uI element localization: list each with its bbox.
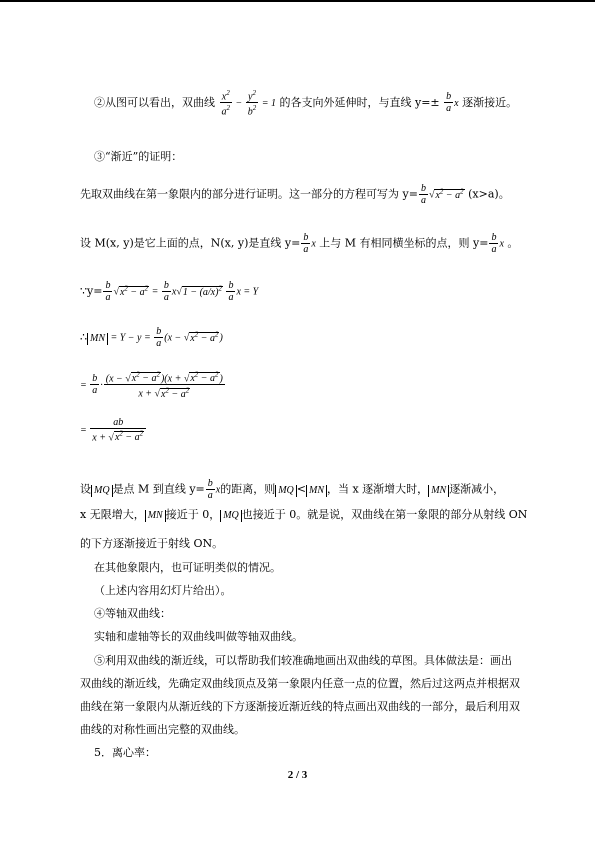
text: (x <box>468 187 479 201</box>
page-number: 2 / 3 <box>287 769 308 781</box>
paragraph-line: 曲线在第一象限内从渐近线的下方逐渐接近渐近线的特点画出双曲线的一部分，最后利用双 <box>80 700 520 713</box>
formula-y2-b2: $\frac{y^2}{b^2}$ <box>247 89 257 118</box>
therefore-symbol: ∴ <box>80 330 87 344</box>
paragraph-line: 的下方逐渐接近于射线 ON。 <box>80 537 224 550</box>
formula-equals-one: = 1 <box>259 97 276 109</box>
line-approach-zero: x 无限增大， MN 接近于 0， MQ 也接近于 0。就是说，双曲线在第一象限的部分从射线 ON <box>80 508 528 521</box>
text: 是点 M 到直线 y= <box>112 482 205 496</box>
text: 上与 M 有相同横坐标的点，则 y= <box>319 236 489 250</box>
line-distance-mq: 设 MQ 是点 M 到直线 y= $\frac{b}{a}$ x的距离，则 MQ < MN ，当 x 逐渐增大时， MN 逐渐减小， <box>80 478 505 501</box>
line-formula-result: = $\frac{ab}{x + √x^2 - a^2}$ <box>80 417 147 443</box>
line-asymptote-observation <box>94 88 517 118</box>
formula-b-over-a: $\frac{b}{a}$ <box>303 232 309 255</box>
text: 设 <box>80 482 91 496</box>
paragraph-line: （上述内容用幻灯片给出）。 <box>94 584 232 597</box>
text: 逐渐减小， <box>449 482 505 496</box>
formula-x2-a2: $\frac{x^2}{a^2}$ <box>221 89 230 118</box>
line-formula-step: = $\frac{b}{a}$ · $\frac{(x - √x^2 - a^2)(x + √x^2 - a^2)}{x + √x^2 - a^2}$ <box>80 371 223 400</box>
heading-equilateral-hyperbola: ④等轴双曲线： <box>94 607 171 620</box>
line-therefore-formula: ∴ MN = Y − y = $\frac{b}{a}$ $(x - √x^2 - a^2)$ <box>80 326 223 349</box>
formula-minus: − <box>233 97 245 109</box>
text: 接近于 0， <box>165 508 221 521</box>
text: 设 M(x, y)是它上面的点，N(x, y)是直线 y= <box>80 236 301 250</box>
definition-line: 实轴和虚轴等长的双曲线叫做等轴双曲线。 <box>94 630 303 643</box>
paragraph-line: ⑤利用双曲线的渐近线，可以帮助我们较准确地画出双曲线的草图。具体做法是：画出 <box>94 654 512 667</box>
line-first-quadrant <box>80 183 510 206</box>
top-border-line <box>0 0 595 2</box>
text: 先取双曲线在第一象限内的部分进行证明。这一部分的方程可写为 y= <box>80 187 418 201</box>
text: ，当 x 逐渐增大时， <box>326 482 429 496</box>
line-because-formula: ∵y= $\frac{b}{a}$ $√x^2 - a^2$ = $\frac{b}{a}$ $x√1 - (a/x)^2$ $\frac{b}{a}$ x = Y <box>80 280 259 303</box>
formula-b-over-a: $\frac{b}{a}$ <box>420 183 426 206</box>
formula-sqrt: $√x^2 - a^2$ <box>428 187 464 201</box>
because-symbol: ∵y= <box>80 284 103 298</box>
formula-x: x <box>454 97 459 109</box>
text: 的各支向外延伸时，与直线 y=± <box>279 95 440 109</box>
paragraph-line: 双曲线的渐近线，先确定双曲线顶点及第一象限内任意一点的位置，然后过这两点并根据双 <box>80 677 520 690</box>
formula-b-over-a: $\frac{b}{a}$ <box>446 91 452 115</box>
paragraph-line: 在其他象限内，也可证明类似的情况。 <box>94 561 281 574</box>
text: 逐渐接近。 <box>462 95 518 109</box>
line-points-m-n: 设 M(x, y)是它上面的点，N(x, y)是直线 y= $\frac{b}{a}$ x 上与 M 有相同横坐标的点，则 y= $\frac{b}{a}$ x 。 <box>80 232 519 255</box>
formula-b-over-a: $\frac{b}{a}$ <box>491 232 497 255</box>
text: < <box>296 482 306 496</box>
text: >a)。 <box>478 187 510 201</box>
paragraph-line: 曲线的对称性画出完整的双曲线。 <box>80 723 245 736</box>
text: 的距离，则 <box>220 482 276 496</box>
text: x 无限增大， <box>80 508 145 521</box>
text: 也接近于 0。就是说，双曲线在第一象限的部分从射线 ON <box>241 508 528 521</box>
text: ②从图可以看出，双曲线 <box>94 95 215 109</box>
heading-proof: ③“渐近”的证明： <box>94 150 183 163</box>
heading-eccentricity: 5．离心率： <box>94 746 156 759</box>
text: 。 <box>507 236 519 250</box>
